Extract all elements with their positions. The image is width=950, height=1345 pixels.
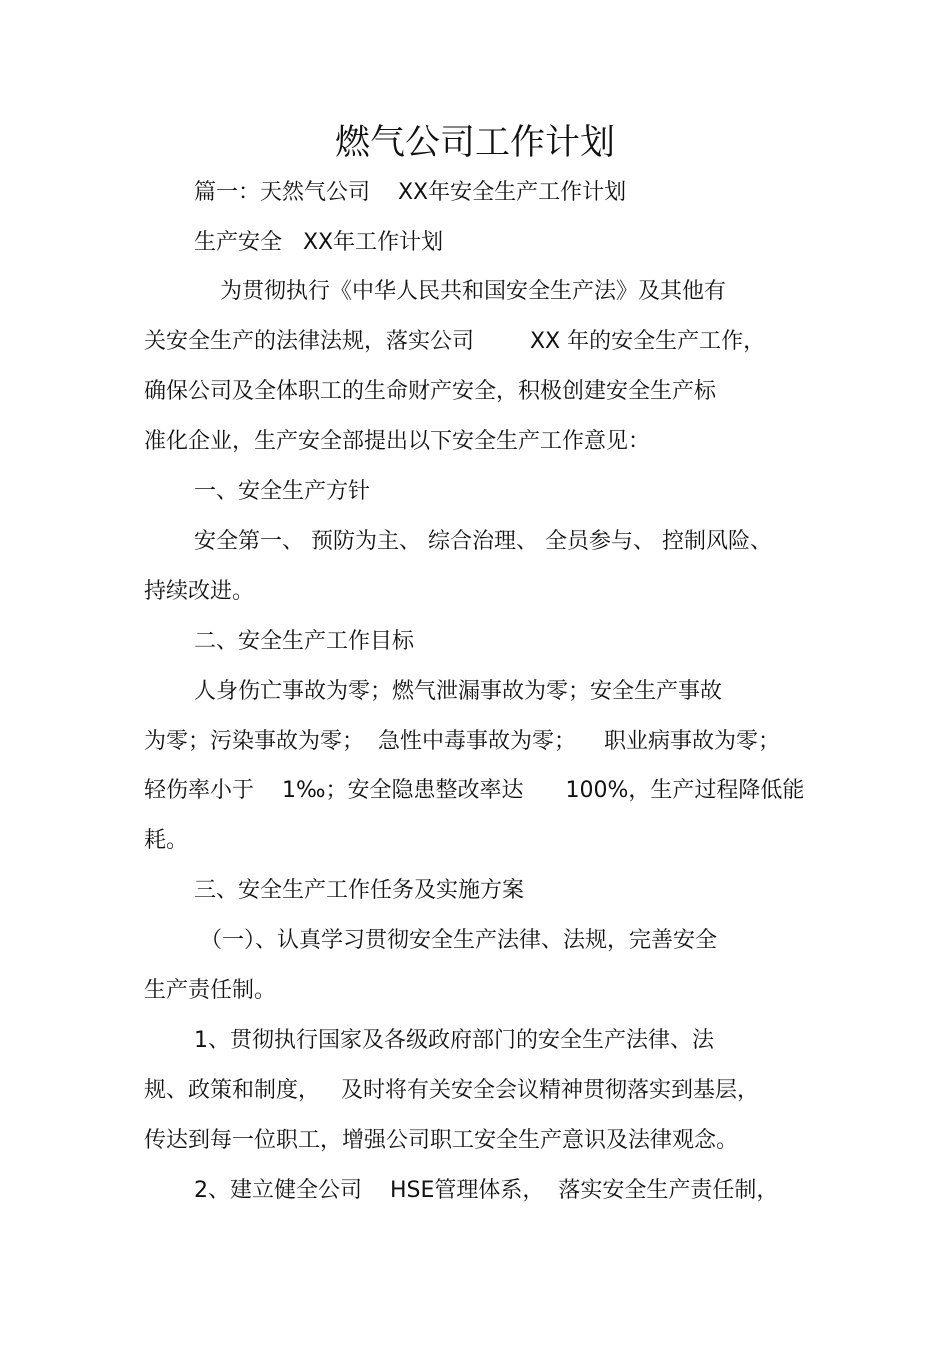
- paragraph-line: 持续改进。: [144, 579, 255, 604]
- paragraph-line: 传达到每一位职工，增强公司职工安全生产意识及法律观念。: [144, 1128, 739, 1153]
- paragraph-line: 1、贯彻执行国家及各级政府部门的安全生产法律、法: [194, 1028, 714, 1053]
- section-heading: 生产安全 XX年工作计划: [194, 230, 444, 255]
- document-title: 燃气公司工作计划: [334, 123, 615, 163]
- paragraph-line: 为贯彻执行《中华人民共和国安全生产法》及其他有: [220, 279, 727, 304]
- subsection-heading: （一）、认真学习贯彻安全生产法律、法规，完善安全: [200, 928, 718, 953]
- paragraph-line: 确保公司及全体职工的生命财产安全，积极创建安全生产标: [144, 379, 717, 404]
- paragraph-line: 准化企业，生产安全部提出以下安全生产工作意见：: [144, 429, 651, 454]
- paragraph-line: 规、政策和制度， 及时将有关安全会议精神贯彻落实到基层，: [144, 1078, 759, 1103]
- paragraph-line: 2、建立健全公司 HSE管理体系， 落实安全生产责任制，: [194, 1178, 779, 1203]
- section-heading: 一、安全生产方针: [194, 479, 371, 504]
- paragraph-line: 轻伤率小于 1‰；安全隐患整改率达 100%，生产过程降低能: [144, 778, 805, 803]
- paragraph-line: 耗。: [144, 828, 189, 853]
- paragraph-line: 为零；污染事故为零； 急性中毒事故为零； 职业病事故为零；: [144, 729, 780, 754]
- paragraph-line: 安全第一、 预防为主、 综合治理、 全员参与、 控制风险、: [194, 529, 772, 554]
- paragraph-line: 生产责任制。: [144, 978, 277, 1003]
- paragraph-line: 关安全生产的法律法规，落实公司 XX 年的安全生产工作，: [144, 329, 766, 354]
- paragraph-line: 人身伤亡事故为零；燃气泄漏事故为零；安全生产事故: [194, 679, 723, 704]
- section-heading: 二、安全生产工作目标: [194, 629, 415, 654]
- section-heading: 三、安全生产工作任务及实施方案: [194, 878, 525, 903]
- subtitle-line: 篇一：天然气公司 XX年安全生产工作计划: [194, 180, 627, 205]
